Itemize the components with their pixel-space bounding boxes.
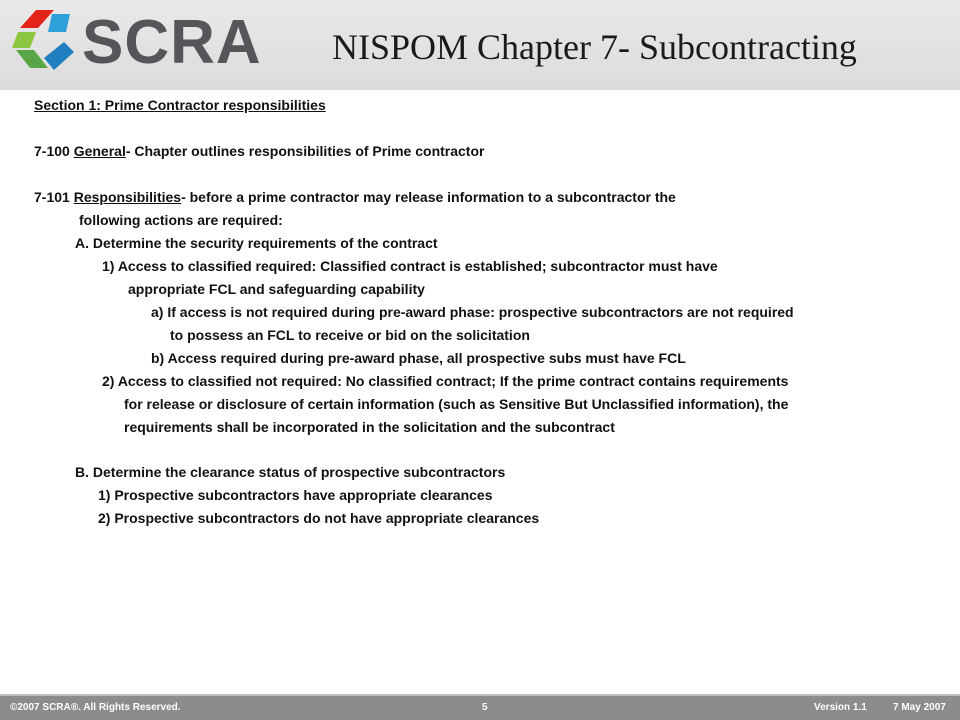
item-a2-line1: 2) Access to classified not required: No classified contract; If the prime contract contains requirements <box>102 373 789 389</box>
footer-version: Version 1.1 <box>814 702 867 713</box>
item-a1a-line1: a) If access is not required during pre-award phase: prospective subcontractors are not required <box>151 304 794 320</box>
responsibilities-continuation: following actions are required: <box>79 212 283 228</box>
responsibilities-text: - before a prime contractor may release information to a subcontractor the <box>181 189 676 205</box>
item-b2: 2) Prospective subcontractors do not have appropriate clearances <box>98 510 540 526</box>
general-text: - Chapter outlines responsibilities of Prime contractor <box>125 143 485 159</box>
item-b: B. Determine the clearance status of prospective subcontractors <box>75 464 506 480</box>
item-a1b: b) Access required during pre-award phase, all prospective subs must have FCL <box>151 350 686 366</box>
item-a1-line1: 1) Access to classified required: Classified contract is established; subcontractor must have <box>102 258 718 274</box>
item-a1-line2: appropriate FCL and safeguarding capability <box>128 281 425 297</box>
responsibilities-line <box>34 188 676 206</box>
responsibilities-term: Responsibilities <box>73 189 182 205</box>
footer-copyright: ©2007 SCRA®. All Rights Reserved. <box>10 702 181 713</box>
general-line <box>34 142 484 160</box>
footer-date: 7 May 2007 <box>893 702 946 713</box>
footer-page-number: 5 <box>482 702 488 713</box>
section-heading: Section 1: Prime Contractor responsibilities <box>34 97 326 113</box>
scra-logo <box>8 6 262 84</box>
item-a1a-line2: to possess an FCL to receive or bid on the solicitation <box>170 327 530 343</box>
item-a2-line2: for release or disclosure of certain information (such as Sensitive But Unclassified information), the <box>124 396 789 412</box>
general-number: 7-100 <box>34 143 70 159</box>
general-term: General <box>73 143 126 159</box>
slide-header <box>0 0 960 90</box>
scra-logo-mark-icon <box>8 6 80 84</box>
item-a: A. Determine the security requirements of the contract <box>75 235 438 251</box>
page-title: NISPOM Chapter 7- Subcontracting <box>332 27 857 67</box>
item-a2-line3: requirements shall be incorporated in the solicitation and the subcontract <box>124 419 615 435</box>
scra-logo-text: SCRA <box>82 8 262 77</box>
slide-footer <box>0 694 960 720</box>
item-b1: 1) Prospective subcontractors have appropriate clearances <box>98 487 493 503</box>
responsibilities-number: 7-101 <box>34 189 70 205</box>
